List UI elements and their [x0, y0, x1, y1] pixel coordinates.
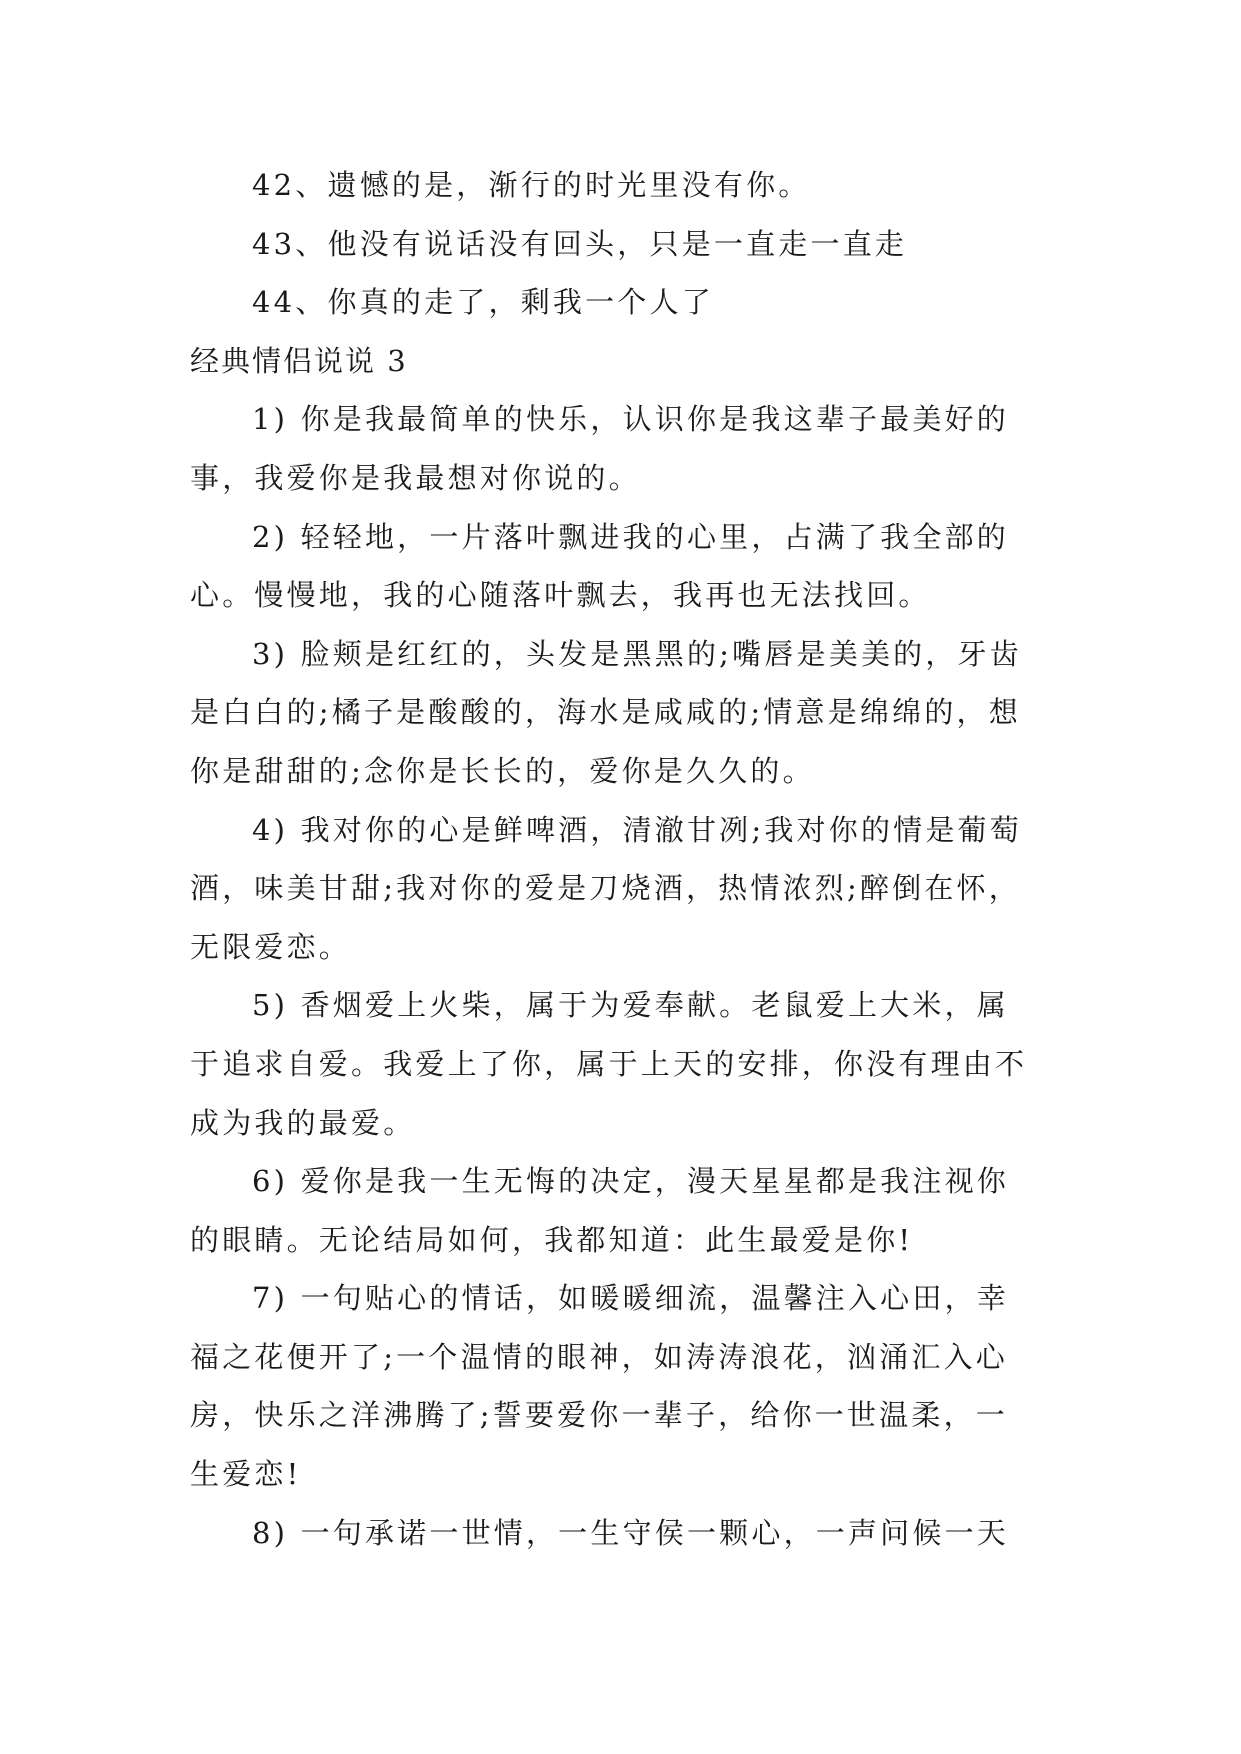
para-7-line-3: 房，快乐之洋沸腾了;誓要爱你一辈子，给你一世温柔，一 — [190, 1398, 1008, 1433]
para-5-line-3: 成为我的最爱。 — [190, 1105, 416, 1140]
para-4-line-3: 无限爱恋。 — [190, 929, 352, 964]
item-44: 44、你真的走了，剩我一个人了 — [252, 285, 714, 320]
para-7-line-4: 生爱恋! — [190, 1457, 302, 1492]
para-3-line-1: 3) 脸颊是红红的，头发是黑黑的;嘴唇是美美的，牙齿 — [252, 636, 1022, 671]
para-1-line-1: 1) 你是我最简单的快乐，认识你是我这辈子最美好的 — [252, 402, 1009, 437]
para-5-line-2: 于追求自爱。我爱上了你，属于上天的安排，你没有理由不 — [190, 1046, 1028, 1081]
para-5-line-1: 5) 香烟爱上火柴，属于为爱奉献。老鼠爱上大米，属 — [252, 988, 1009, 1023]
para-4-line-1: 4) 我对你的心是鲜啤酒，清澈甘冽;我对你的情是葡萄 — [252, 812, 1022, 847]
para-7-line-1: 7) 一句贴心的情话，如暖暖细流，温馨注入心田，幸 — [252, 1281, 1009, 1316]
section-heading: 经典情侣说说 3 — [190, 343, 408, 378]
document-content — [190, 156, 1056, 1562]
para-3-line-2: 是白白的;橘子是酸酸的，海水是咸咸的;情意是绵绵的，想 — [190, 695, 1021, 730]
para-2-line-2: 心。慢慢地，我的心随落叶飘去，我再也无法找回。 — [190, 578, 931, 613]
para-1-line-2: 事，我爱你是我最想对你说的。 — [190, 460, 641, 495]
item-43: 43、他没有说话没有回头，只是一直走一直走 — [252, 226, 908, 261]
item-42: 42、遗憾的是，渐行的时光里没有你。 — [252, 168, 811, 202]
para-6-line-2: 的眼睛。无论结局如何，我都知道：此生最爱是你! — [190, 1222, 914, 1257]
para-4-line-2: 酒，味美甘甜;我对你的爱是刀烧酒，热情浓烈;醉倒在怀， — [190, 871, 1021, 906]
para-3-line-3: 你是甜甜的;念你是长长的，爱你是久久的。 — [190, 753, 815, 788]
para-2-line-1: 2) 轻轻地，一片落叶飘进我的心里，占满了我全部的 — [252, 519, 1009, 554]
para-8-line-1: 8) 一句承诺一世情，一生守侯一颗心，一声问候一天 — [252, 1515, 1009, 1550]
para-7-line-2: 福之花便开了;一个温情的眼神，如涛涛浪花，汹涌汇入心 — [190, 1339, 1008, 1374]
para-6-line-1: 6) 爱你是我一生无悔的决定，漫天星星都是我注视你 — [252, 1164, 1009, 1199]
